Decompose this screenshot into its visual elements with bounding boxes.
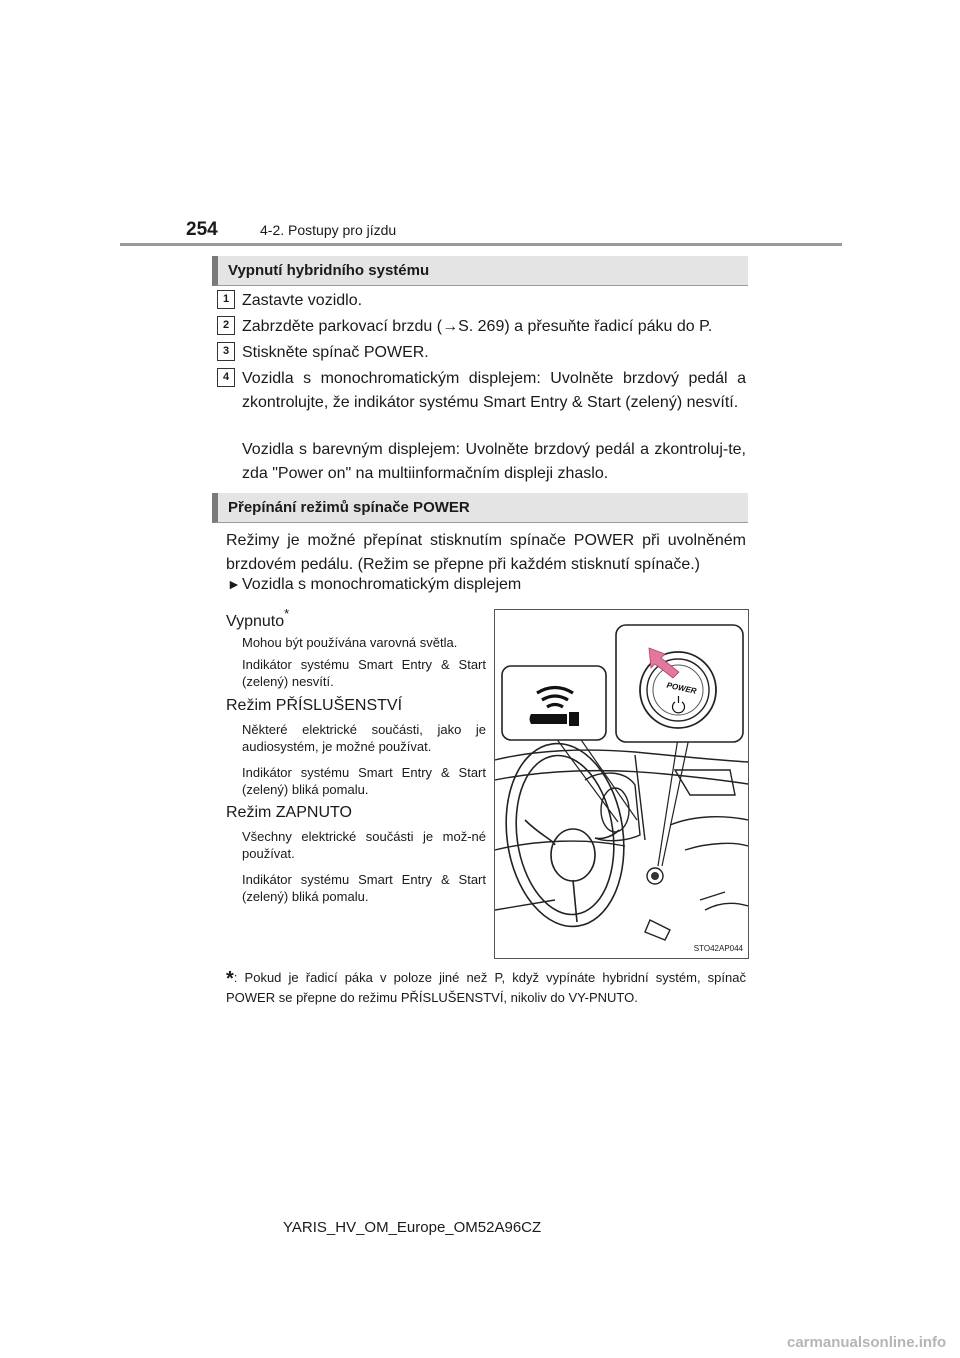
footnote-text: : Pokud je řadicí páka v poloze jiné než P, když vypínáte hybridní systém, spínač POWER se přepne do režimu PŘÍSLUŠENSTVÍ, nikoliv do VY-PNUTO. (226, 970, 746, 1005)
footnote-marker: * (226, 968, 234, 990)
mode-on: Režim ZAPNUTO (226, 804, 352, 821)
mode-off-desc-2: Indikátor systému Smart Entry & Start (zelený) nesvítí. (242, 657, 486, 689)
step-number-3: 3 (217, 342, 235, 361)
page-number: 254 (186, 219, 218, 240)
header-rule (120, 243, 842, 246)
section-bar-title: Vypnutí hybridního systému (228, 262, 430, 279)
figure-code: STO42AP044 (693, 944, 743, 953)
mode-accessory-desc-2: Indikátor systému Smart Entry & Start (zelený) bliká pomalu. (242, 765, 486, 797)
mode-accessory-desc-1: Některé elektrické součásti, jako je audiosystém, je možné používat. (242, 722, 486, 754)
mode-accessory: Režim PŘÍSLUŠENSTVÍ (226, 697, 403, 714)
footnote-star: * (284, 606, 290, 621)
mode-name: Vypnuto (226, 613, 285, 630)
footnote (226, 966, 746, 1008)
mode-off-desc-1: Mohou být používána varovná světla. (242, 635, 458, 650)
dashboard-illustration (494, 609, 749, 959)
document-code: YARIS_HV_OM_Europe_OM52A96CZ (283, 1219, 542, 1236)
section-bar-power-off (212, 256, 748, 286)
step-3-text: Stiskněte spínač POWER. (242, 344, 429, 361)
mode-on-desc-2: Indikátor systému Smart Entry & Start (zelený) bliká pomalu. (242, 872, 486, 904)
mode-off (226, 606, 290, 631)
step-1-text: Zastavte vozidlo. (242, 292, 363, 309)
dashboard-drawing (495, 610, 748, 958)
power-button-label: POWER (665, 680, 698, 696)
section-title: 4-2. Postupy pro jízdu (260, 222, 397, 238)
modes-intro: Režimy je možné přepínat stisknutím spínače POWER při uvolněném brzdovém pedálu. (Režim se přepne při každém stisknutí spínače.) (226, 532, 746, 573)
step-number-2: 2 (217, 316, 235, 335)
subhead-marker-icon: ► (227, 576, 241, 592)
section-bar-power-modes (212, 493, 748, 523)
section-bar-title: Přepínání režimů spínače POWER (228, 499, 470, 516)
step-2-text: Zabrzděte parkovací brzdu (→S. 269) a přesuňte řadicí páku do P. (242, 318, 713, 335)
subhead: Vozidla s monochromatickým displejem (242, 576, 522, 593)
step-number-4: 4 (217, 368, 235, 387)
step-4-text-mono: Vozidla s monochromatickým displejem: Uvolněte brzdový pedál a zkontrolujte, že indikátor systému Smart Entry & Start (zelený) nesvítí. (242, 370, 746, 411)
watermark: carmanualsonline.info (787, 1334, 947, 1351)
step-number-1: 1 (217, 290, 235, 309)
step-4-text-color: Vozidla s barevným displejem: Uvolněte brzdový pedál a zkontroluj-te, zda "Power on" na multiinformačním displeji zhaslo. (242, 441, 746, 482)
mode-on-desc-1: Všechny elektrické součásti je mož-né používat. (242, 829, 486, 861)
